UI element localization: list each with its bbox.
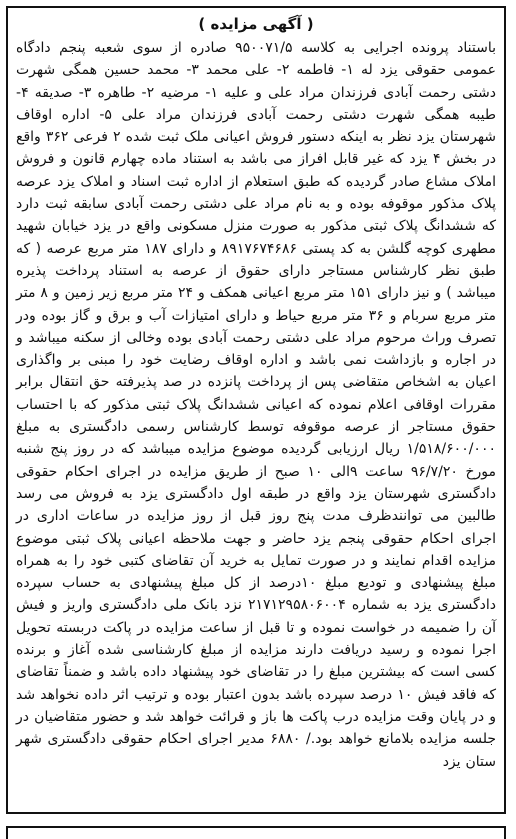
next-notice-border: [6, 826, 506, 839]
notice-title: ( آگهی مزایده ): [198, 15, 314, 33]
notice-body: باستناد پرونده اجرایی به کلاسه ۹۵۰۰۷۱/۵ صادره از سوی شعبه پنجم دادگاه عمومی حقوقی یزد له ۱- فاطمه ۲- علی محمد ۳- محمد حسین همگی شهرت دشتی رحمت آبادی فرزندان مراد علی و علیه ۱- مرضیه ۲- طاهره ۳- صدیقه ۴- طیبه همگی شهرت دشتی رحمت آبادی فرزندان مراد علی ۵- اداره اوقاف شهرستان یزد نظر به اینکه دستور فروش اعیانی ملک ثبت شده ۲ فرعی ۳۶۲ واقع در بخش ۴ یزد که غیر قابل افراز می باشد به استناد ماده چهارم قانون و فروش املاک مشاع صادر گردیده که طبق استعلام از اداره ثبت اسناد و املاک یزد عرصه پلاک مذکور موقوفه بوده و به نام مراد علی دشتی رحمت آبادی سابقه ثبت دارد که ششدانگ پلاک ثبتی مذکور به صورت منزل مسکونی واقع در یزد خیابان شهید مطهری کوچه گلشن به کد پستی ۸۹۱۷۶۷۴۶۸۶ و دارای ۱۸۷ متر مربع عرصه ( که طبق نظر کارشناس مستاجر دارای حقوق از عرصه به استناد پرداخت پذیره میباشد ) و نیز دارای ۱۵۱ متر مربع اعیانی همکف و ۲۴ متر مربع زیر زمین و ۸ متر متر مربع سربام و ۳۶ متر مربع حیاط و دارای امتیازات آب و برق و گاز بوده ودر تصرف وراث مرحوم مراد علی دشتی رحمت آبادی بوده وخالی از سکنه میباشد و در اجاره و بازداشت نمی باشد و اداره اوقاف رضایت خود را مبنی بر واگذاری اعیان به اشخاص متقاضی پس از پرداخت پانزده در صد پذیرفته حق انتقال برابر مقررات اوقافی اعلام نموده که اعیانی ششدانگ پلاک ثبتی مذکور که با احتساب حقوق مستاجر از عرصه موقوفه توسط کارشناس رسمی دادگستری به مبلغ ۱/۵۱۸/۶۰۰/۰۰۰ ریال ارزیابی گردیده موضوع مزایده میباشد که در روز پنج شنبه مورخ ۹۶/۷/۲۰ ساعت ۹الی ۱۰ صبح از طریق مزایده در اجرای احکام حقوقی دادگستری شهرستان یزد واقع در طبقه اول دادگستری یزد به فروش می رسد طالبین می توانندظرف مدت پنج روز قبل از روز مزایده در ساعات اداری در اجرای احکام حقوقی پنجم یزد حاضر و جهت ملاحظه اعیانی پلاک ثبتی موضوع مزایده اقدام نمایند و در صورت تمایل به خرید آن تقاضای کتبی خود را به همراه مبلغ پیشنهادی و تودیع مبلغ ۱۰درصد از کل مبلغ پیشنهادی به حساب سپرده دادگستری یزد به شماره ۲۱۷۱۲۹۵۸۰۶۰۰۴ نزد بانک ملی دادگستری واریز و فیش آن را ضمیمه در خواست نموده و تا قبل از ساعت مزایده در پاکت دربسته تحویل اجرا نموده و رسید دریافت دارند مزایده از مبلغ کارشناسی شده آغاز و برنده کسی است که بیشترین مبلغ را در تقاضای خود پیشنهاد داده باشد و ضمناً تقاضای که فاقد فیش ۱۰ درصد سپرده باشد بدون اعتبار بوده و ترتیب اثر داده نخواهد شد و در پایان وقت مزایده درب پاکت ها باز و قرائت خواهد شد و حضور متقاضیان در جلسه مزایده بلامانع خواهد بود./ ۶۸۸۰ مدیر اجرای احکام حقوقی دادگستری شهر ستان یزد: [16, 40, 497, 770]
auction-notice-box: [6, 6, 506, 814]
